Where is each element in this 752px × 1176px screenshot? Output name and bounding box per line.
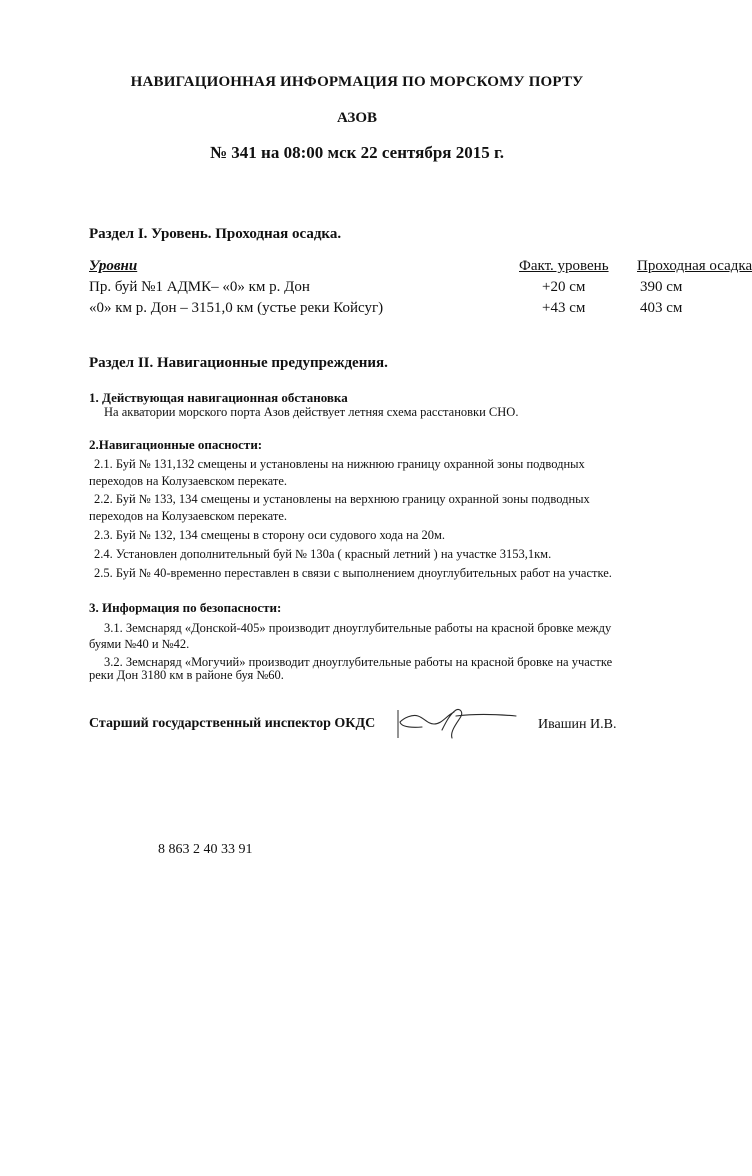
current-situation-text: На акватории морского порта Азов действует летняя схема расстановки СНО.: [104, 405, 519, 419]
signature: [398, 702, 520, 742]
issue-number-date: № 341 на 08:00 мск 22 сентября 2015 г.: [209, 143, 505, 162]
row-fact-level: +43 см: [542, 300, 586, 316]
column-levels: Уровни: [89, 258, 138, 274]
hazard-2-4: 2.4. Установлен дополнительный буй № 130а ( красный летний ) на участке 3153,1км.: [94, 547, 552, 561]
row-place: «0» км р. Дон – 3151,0 км (устье реки Койсуг): [89, 300, 384, 316]
hazard-2-1-line-1: 2.1. Буй № 131,132 смещены и установлены на нижнюю границу охранной зоны подводных: [94, 457, 585, 471]
inspector-name: Ивашин И.В.: [538, 717, 617, 732]
safety-3-2-line-2: реки Дон 3180 км в районе буя №60.: [89, 668, 284, 682]
hazard-2-5: 2.5. Буй № 40-временно переставлен в связи с выполнением дноуглубительных работ на участке.: [94, 566, 612, 580]
hazards-heading: 2.Навигационные опасности:: [89, 437, 263, 452]
phone-number: 8 863 2 40 33 91: [158, 842, 253, 857]
section-2-title: Раздел II. Навигационные предупреждения.: [89, 355, 388, 371]
column-draft: Проходная осадка: [637, 258, 752, 274]
current-situation-heading: 1. Действующая навигационная обстановка: [89, 390, 348, 405]
section-1-title: Раздел I. Уровень. Проходная осадка.: [89, 226, 342, 242]
column-fact-level: Факт. уровень: [519, 258, 609, 274]
row-draft: 403 см: [640, 300, 683, 316]
safety-3-1-line-1: 3.1. Земснаряд «Донской-405» производит дноуглубительные работы на красной бровке между: [104, 621, 612, 635]
inspector-title: Старший государственный инспектор ОКДС: [89, 716, 376, 731]
hazard-2-1-line-2: переходов на Колузаевском перекате.: [89, 474, 287, 488]
safety-heading: 3. Информация по безопасности:: [89, 600, 282, 615]
levels-table-header: [89, 258, 752, 275]
document-title: НАВИГАЦИОННАЯ ИНФОРМАЦИЯ ПО МОРСКОМУ ПОРТУ: [130, 74, 584, 90]
row-draft: 390 см: [640, 279, 683, 295]
safety-3-1-line-2: буями №40 и №42.: [89, 637, 190, 651]
hazard-2-3: 2.3. Буй № 132, 134 смещены в сторону оси судового хода на 20м.: [94, 528, 446, 542]
hazard-2-2-line-1: 2.2. Буй № 133, 134 смещены и установлены на верхнюю границу охранной зоны подводных: [94, 492, 590, 506]
hazard-2-2-line-2: переходов на Колузаевском перекате.: [89, 509, 287, 523]
row-fact-level: +20 см: [542, 279, 586, 295]
safety-3-2-line-1: 3.2. Земснаряд «Могучий» производит дноуглубительные работы на красной бровке на участке: [104, 655, 613, 669]
row-place: Пр. буй №1 АДМК– «0» км р. Дон: [89, 279, 310, 295]
table-row: [89, 279, 689, 296]
port-name: АЗОВ: [336, 110, 378, 126]
table-row: [89, 300, 689, 317]
